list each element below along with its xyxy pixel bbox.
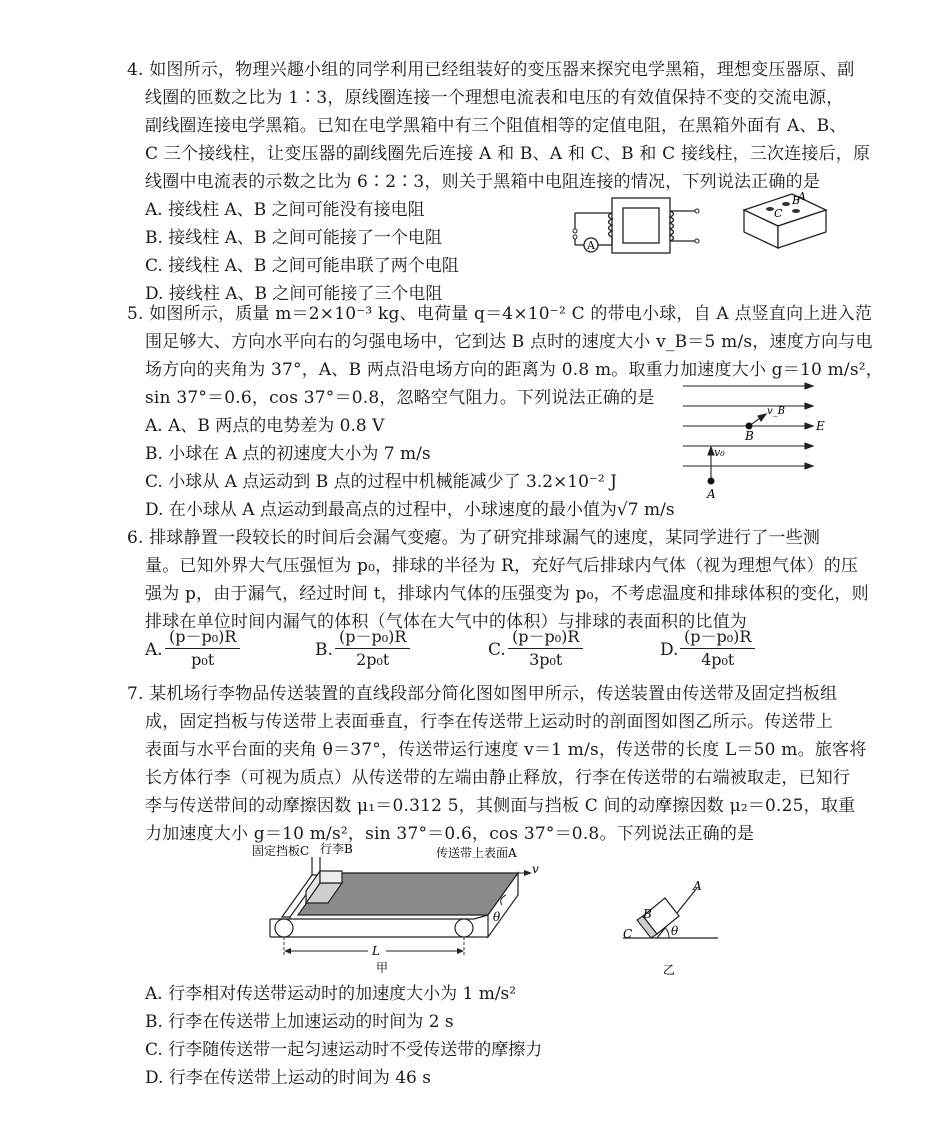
q7-line-6: 力加速度大小 g＝10 m/s²，sin 37°＝0.6，cos 37°＝0.8。下列说法正确的是 [145, 824, 755, 844]
q5-line-4: sin 37°＝0.6，cos 37°＝0.8，忽略空气阻力。下列说法正确的是 [145, 388, 655, 408]
field-label-vb: v_B [767, 406, 785, 417]
field-label-b: B [745, 429, 754, 443]
q7-option-c[interactable]: C. 行李随传送带一起匀速运动时不受传送带的摩擦力 [145, 1040, 543, 1060]
yi-label-b: B [643, 907, 652, 921]
field-label-v0: v₀ [714, 446, 725, 459]
q4-line-5: 线圈中电流表的示数之比为 6∶2∶3，则关于黑箱中电阻连接的情况，下列说法正确的是 [145, 172, 821, 192]
jia-label-v: v [532, 862, 539, 876]
yi-label-theta: θ [671, 924, 679, 938]
yi-label-c: C [623, 927, 633, 941]
field-label-a: A [707, 487, 716, 501]
box-label-c: C [774, 207, 783, 220]
q7-line-4: 长方体行李（可视为质点）从传送带的左端由静止释放，行李在传送带的右端被取走，已知行 [145, 768, 851, 788]
q5-line-1: 5. 如图所示，质量 m＝2×10⁻³ kg、电荷量 q＝4×10⁻² C 的带电小球，自 A 点竖直向上进入范 [127, 304, 873, 324]
conveyor-belt-diagram [250, 843, 540, 973]
ammeter-label: A [587, 239, 595, 252]
q5-option-d[interactable]: D. 在小球从 A 点运动到最高点的过程中，小球速度的最小值为√7 m/s [145, 500, 675, 520]
jia-label-b: 行李B [320, 842, 353, 856]
q7-line-1: 7. 某机场行李物品传送装置的直线段部分简化图如图甲所示，传送装置由传送带及固定挡板组 [127, 684, 838, 704]
q5-line-2: 围足够大、方向水平向右的匀强电场中，它到达 B 点时的速度大小 v_B＝5 m/s，速度方向与电 [145, 332, 873, 352]
q4-line-4: C 三个接线柱，让变压器的副线圈先后连接 A 和 B、A 和 C、B 和 C 接线柱，三次连接后，原 [145, 144, 871, 164]
q5-option-a[interactable]: A. A、B 两点的电势差为 0.8 V [145, 416, 385, 436]
jia-label-l: L [372, 944, 380, 958]
q7-option-b[interactable]: B. 行李在传送带上加速运动的时间为 2 s [145, 1012, 454, 1032]
cross-section-diagram [623, 878, 718, 978]
q5-option-b[interactable]: B. 小球在 A 点的初速度大小为 7 m/s [145, 444, 431, 464]
q7-option-d[interactable]: D. 行李在传送带上运动的时间为 46 s [145, 1068, 431, 1088]
box-label-b: B [792, 194, 801, 207]
q4-line-3: 副线圈连接电学黑箱。已知在电学黑箱中有三个阻值相等的定值电阻，在黑箱外面有 A、B、 [145, 116, 847, 136]
yi-label-a: A [693, 879, 702, 893]
q5-option-c[interactable]: C. 小球从 A 点运动到 B 点的过程中机械能减少了 3.2×10⁻² J [145, 472, 617, 492]
yi-caption: 乙 [663, 963, 676, 977]
q5-line-3: 场方向的夹角为 37°，A、B 两点沿电场方向的距离为 0.8 m。取重力加速度大小 g＝10 m/s²， [145, 360, 883, 380]
q7-option-a[interactable]: A. 行李相对传送带运动时的加速度大小为 1 m/s² [145, 984, 517, 1004]
q4-line-2: 线圈的匝数之比为 1∶3，原线圈连接一个理想电流表和电压的有效值保持不变的交流电源， [145, 88, 844, 108]
q4-option-a[interactable]: A. 接线柱 A、B 之间可能没有接电阻 [145, 200, 425, 220]
q7-line-3: 表面与水平台面的夹角 θ＝37°，传送带运行速度 v＝1 m/s，传送带的长度 L＝50 m。旅客将 [145, 740, 867, 760]
q6-line-4: 排球在单位时间内漏气的体积（气体在大气中的体积）与排球的表面积的比值为 [145, 612, 747, 632]
q4-option-d[interactable]: D. 接线柱 A、B 之间可能接了三个电阻 [145, 284, 443, 304]
q7-line-2: 成，固定挡板与传送带上表面垂直，行李在传送带上运动时的剖面图如图乙所示。传送带上 [145, 712, 833, 732]
q6-line-3: 强为 p，由于漏气，经过时间 t，排球内气体的压强变为 p₀，不考虑温度和排球体积的变化，则 [145, 584, 869, 604]
field-label-e: E [816, 419, 825, 433]
jia-label-c: 固定挡板C [252, 844, 310, 858]
q4-option-b[interactable]: B. 接线柱 A、B 之间可能接了一个电阻 [145, 228, 442, 248]
exam-page: 4. 如图所示，物理兴趣小组的同学利用已经组装好的变压器来探究电学黑箱，理想变压器原、副 线圈的匝数之比为 1∶3，原线圈连接一个理想电流表和电压的有效值保持不变的交流电源， 副线圈连接电学黑箱。已知在电学黑箱中有三个阻值相等的定值电阻，在黑箱外面有 A、B、 C 三个接线柱，让变压器的副线圈先后连接 A 和 B、A 和 C、B 和 C 接线柱，三次连接后，原 线圈中电流表的示数之比为 6∶2∶3，则关于黑箱中电阻连接的情况，下列说法正确的是 A. 接线柱 A、B 之间可能没有接电阻 B. 接线柱 A、B 之间可能接了一个电阻 C. 接线柱 A、B 之间可能串联了两个电阻 D. 接线柱 A、B 之间可能接了三个电阻 A B A C 5. 如图所示，质量 m＝2×10⁻³ kg、电荷量 q＝4×10⁻² C 的带电小球，自 A 点竖直向上进入范 围足够大、方向水平向右的匀强电场中，它到达 B 点时的速度大小 v_B＝5 m/s，速度方向与电 场方向的夹角为 37°，A、B 两点沿电场方向的距离为 0.8 m。取重力加速度大小 g＝10 m/s²， sin 37°＝0.6，cos 37°＝0.8，忽略空气阻力。下列说法正确的是 A. A、B 两点的电势差为 0.8 V B. 小球在 A 点的初速度大小为 7 m/s C. 小球从 A 点运动到 B 点的过程中机械能减少了 3.2×10⁻² J D. 在小球从 A 点运动到最高点的过程中，小球速度的最小值为√7 m/s B A E v₀ v_B 6. 排球静置一段较长的时间后会漏气变瘪。为了研究排球漏气的速度，某同学进行了一些测 量。已知外界大气压强恒为 p₀，排球的半径为 R，充好气后排球内气体（视为理想气体）的压 强为 p，由于漏气，经过时间 t，排球内气体的压强变为 p₀，不考虑温度和排球体积的变化，则 排球在单位时间内漏气的体积（气体在大气中的体积）与排球的表面积的比值为 A. $\frac{\text{(p－p₀)R}}{\text{p₀t}}$ B. $\frac{\text{(p－p₀)R}}{\text{2p₀t}}$ C. $\frac{\text{(p－p₀)R}}{\text{3p₀t}}$ D. $\frac{\text{(p－p₀)R}}{\text{4p₀t}}$ 7. 某机场行李物品传送装置的直线段部分简化图如图甲所示，传送装置由传送带及固定挡板组 成，固定挡板与传送带上表面垂直，行李在传送带上运动时的剖面图如图乙所示。传送带上 表面与水平台面的夹角 θ＝37°，传送带运行速度 v＝1 m/s，传送带的长度 L＝50 m。旅客将 长方体行李（可视为质点）从传送带的左端由静止释放，行李在传送带的右端被取走，已知行 李与传送带间的动摩擦因数 μ₁＝0.312 5，其侧面与挡板 C 间的动摩擦因数 μ₂＝0.25，取重 力加速度大小 g＝10 m/s²，sin 37°＝0.6，cos 37°＝0.8。下列说法正确的是 θ v L 固定挡板C 行李B 传送带上表面A 甲 B A C θ 乙 A. 行李相对传送带运动时的加速度大小为 1 m/s² B. 行李在传送带上加速运动的时间为 2 s C. 行李随传送带一起匀速运动时不受传送带的摩擦力 D. 行李在传送带上运动的时间为 46 s [127, 60, 883, 1088]
q7-line-5: 李与传送带间的动摩擦因数 μ₁＝0.312 5，其侧面与挡板 C 间的动摩擦因数 μ₂＝0.25，取重 [145, 796, 856, 816]
jia-label-a: 传送带上表面A [436, 846, 517, 860]
jia-caption: 甲 [376, 961, 389, 975]
black-box-diagram [740, 190, 832, 252]
q4-option-c[interactable]: C. 接线柱 A、B 之间可能串联了两个电阻 [145, 256, 459, 276]
box-label-a: A [798, 190, 806, 203]
electric-field-diagram [683, 382, 833, 502]
transformer-circuit-diagram [567, 193, 702, 263]
q4-line-1: 4. 如图所示，物理兴趣小组的同学利用已经组装好的变压器来探究电学黑箱，理想变压器原、副 [127, 60, 855, 80]
jia-label-theta: θ [493, 910, 501, 924]
q6-line-2: 量。已知外界大气压强恒为 p₀，排球的半径为 R，充好气后排球内气体（视为理想气体）的压 [145, 556, 859, 576]
q6-line-1: 6. 排球静置一段较长的时间后会漏气变瘪。为了研究排球漏气的速度，某同学进行了一些测 [127, 528, 821, 548]
